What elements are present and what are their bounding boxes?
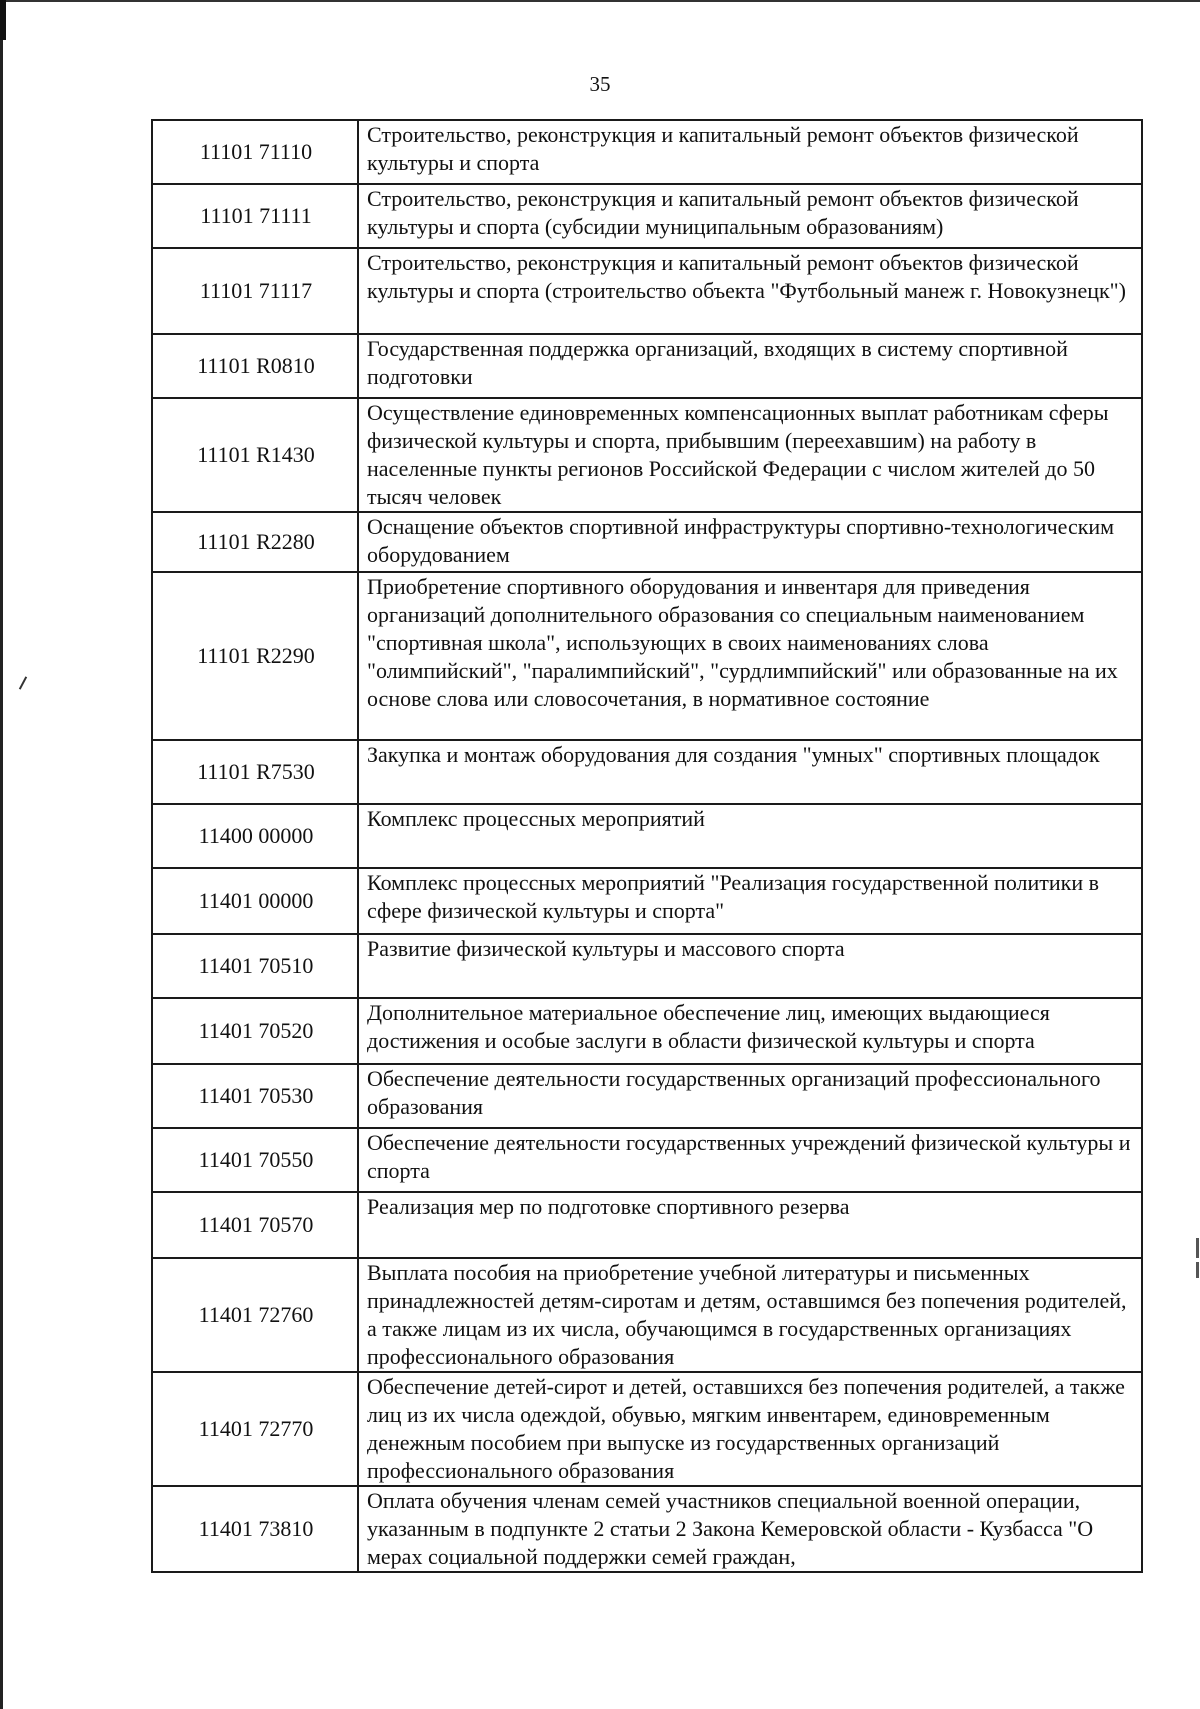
row-description: Комплекс процессных мероприятий	[358, 804, 1142, 868]
row-description: Комплекс процессных мероприятий "Реализация государственной политики в сфере физической культуры и спорта"	[358, 868, 1142, 934]
table-row	[152, 334, 1142, 398]
scan-mark-right-upper	[1196, 1238, 1199, 1258]
table-row	[152, 398, 1142, 512]
row-code: 11101 R2280	[152, 512, 358, 572]
table-row	[152, 120, 1142, 184]
row-code: 11101 R1430	[152, 398, 358, 512]
row-code: 11400 00000	[152, 804, 358, 868]
row-code: 11101 R2290	[152, 572, 358, 740]
table-row	[152, 1258, 1142, 1372]
scan-edge-corner	[0, 0, 6, 40]
row-description: Государственная поддержка организаций, входящих в систему спортивной подготовки	[358, 334, 1142, 398]
table-row	[152, 998, 1142, 1064]
row-code: 11401 73810	[152, 1486, 358, 1572]
row-description: Выплата пособия на приобретение учебной литературы и письменных принадлежностей детям-сиротам и детям, оставшимся без попечения родителей, а также лицам из их числа, обучающимся в государственных организациях профессионального образования	[358, 1258, 1142, 1372]
table-row	[152, 1192, 1142, 1258]
row-code: 11101 71117	[152, 248, 358, 334]
row-code: 11401 70520	[152, 998, 358, 1064]
table-row	[152, 1372, 1142, 1486]
row-code: 11101 R7530	[152, 740, 358, 804]
row-code: 11401 70530	[152, 1064, 358, 1128]
table-row	[152, 184, 1142, 248]
table-row	[152, 740, 1142, 804]
scan-edge-left	[0, 0, 3, 1709]
table-row	[152, 572, 1142, 740]
scan-tick-mark	[19, 676, 27, 689]
row-code: 11401 70570	[152, 1192, 358, 1258]
row-code: 11401 72760	[152, 1258, 358, 1372]
row-code: 11401 00000	[152, 868, 358, 934]
row-description: Оснащение объектов спортивной инфраструктуры спортивно-технологическим оборудованием	[358, 512, 1142, 572]
row-description: Строительство, реконструкция и капитальный ремонт объектов физической культуры и спорта (субсидии муниципальным образованиям)	[358, 184, 1142, 248]
table-row	[152, 248, 1142, 334]
row-code: 11101 R0810	[152, 334, 358, 398]
row-description: Приобретение спортивного оборудования и инвентаря для приведения организаций дополнительного образования со специальным наименованием "спортивная школа", использующих в своих наименованиях слова "олимпийский", "паралимпийский", "сурдлимпийский" или образованные на их основе слова или словосочетания, в нормативное состояние	[358, 572, 1142, 740]
scan-edge-top	[0, 0, 1200, 2]
table-row	[152, 1486, 1142, 1572]
row-description: Обеспечение детей-сирот и детей, оставшихся без попечения родителей, а также лиц из их числа одеждой, обувью, мягким инвентарем, единовременным денежным пособием при выпуске из государственных организаций профессионального образования	[358, 1372, 1142, 1486]
row-description: Развитие физической культуры и массового спорта	[358, 934, 1142, 998]
table-row	[152, 512, 1142, 572]
row-description: Обеспечение деятельности государственных учреждений физической культуры и спорта	[358, 1128, 1142, 1192]
row-description: Реализация мер по подготовке спортивного резерва	[358, 1192, 1142, 1258]
row-code: 11101 71111	[152, 184, 358, 248]
table-row	[152, 1064, 1142, 1128]
row-code: 11101 71110	[152, 120, 358, 184]
row-description: Оплата обучения членам семей участников специальной военной операции, указанным в подпункте 2 статьи 2 Закона Кемеровской области - Кузбасса "О мерах социальной поддержки семей граждан,	[358, 1486, 1142, 1572]
table-row	[152, 868, 1142, 934]
table-row	[152, 934, 1142, 998]
table-row	[152, 804, 1142, 868]
row-description: Обеспечение деятельности государственных организаций профессионального образования	[358, 1064, 1142, 1128]
classification-table	[151, 119, 1143, 1573]
row-description: Осуществление единовременных компенсационных выплат работникам сферы физической культуры и спорта, прибывшим (переехавшим) на работу в населенные пункты регионов Российской Федерации с числом жителей до 50 тысяч человек	[358, 398, 1142, 512]
row-description: Строительство, реконструкция и капитальный ремонт объектов физической культуры и спорта (строительство объекта "Футбольный манеж г. Новокузнецк")	[358, 248, 1142, 334]
table-row	[152, 1128, 1142, 1192]
row-description: Дополнительное материальное обеспечение лиц, имеющих выдающиеся достижения и особые заслуги в области физической культуры и спорта	[358, 998, 1142, 1064]
row-code: 11401 72770	[152, 1372, 358, 1486]
row-description: Строительство, реконструкция и капитальный ремонт объектов физической культуры и спорта	[358, 120, 1142, 184]
row-code: 11401 70510	[152, 934, 358, 998]
page-number: 35	[589, 72, 611, 96]
scan-mark-right-lower	[1196, 1262, 1199, 1278]
row-description: Закупка и монтаж оборудования для создания "умных" спортивных площадок	[358, 740, 1142, 804]
row-code: 11401 70550	[152, 1128, 358, 1192]
